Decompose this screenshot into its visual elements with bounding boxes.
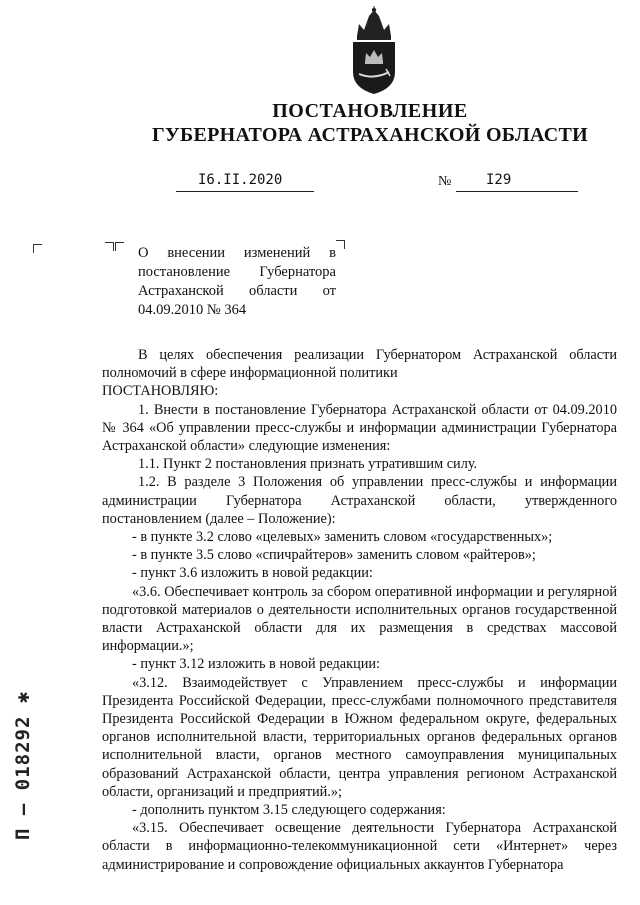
document-subject [138, 244, 336, 320]
subject-line: постановление Губернатора [138, 264, 336, 280]
corner-mark [115, 242, 124, 251]
subject-line: О внесении изменений в [138, 245, 336, 261]
bullet-3-5: - в пункте 3.5 слово «спичрайтеров» заменить словом «райтеров»; [132, 547, 536, 564]
intro-paragraph-cont: полномочий в сфере информационной политики [102, 365, 398, 382]
document-subtitle: ГУБЕРНАТОРА АСТРАХАНСКОЙ ОБЛАСТИ [151, 124, 589, 146]
quote-3-12: «3.12. Взаимодействует с Управлением пресс-службы и информации Президента Российской Федерации, пресс-службами полномочного представителя Президента Российской Федерации в Южном федеральном округе, федеральных органов исполнительной власти, территориальных органов федеральных органов исполнительной власти, органов местного самоуправления муниципальных образований Астраханской области, центра управления регионом Астраханской области, организаций и предприятий.»; [102, 674, 617, 800]
subject-line: Астраханской области от [138, 283, 336, 299]
coat-of-arms-emblem-icon [349, 6, 399, 96]
clause-1: 1. Внести в постановление Губернатора Астраханской области от 04.09.2010 № 364 «Об управлении пресс-службы и информации администрации Губернатора Астраханской области» следующие изменения: [102, 401, 617, 455]
bullet-3-6: - пункт 3.6 изложить в новой редакции: [132, 565, 373, 582]
document-date: I6.II.2020 [176, 172, 314, 192]
corner-mark [105, 242, 114, 251]
corner-mark-right [336, 240, 345, 249]
clause-1-1: 1.1. Пункт 2 постановления признать утратившим силу. [138, 456, 478, 473]
decree-word: ПОСТАНОВЛЯЮ: [102, 383, 219, 400]
subject-line: 04.09.2010 № 364 [138, 302, 247, 318]
number-label: № [438, 174, 452, 189]
document-body [102, 346, 617, 874]
bullet-3-2: - в пункте 3.2 слово «целевых» заменить словом «государственных»; [132, 529, 553, 546]
clause-1-2: 1.2. В разделе 3 Положения об управлении пресс-службы и информации администрации Губернатора Астраханской области, утвержденного постановлением (далее – Положение): [102, 474, 617, 527]
bullet-3-15: - дополнить пунктом 3.15 следующего содержания: [132, 802, 446, 819]
bullet-3-12: - пункт 3.12 изложить в новой редакции: [132, 656, 381, 673]
form-serial-number: П – 018292 ✱ [12, 690, 34, 840]
quote-3-15: «3.15. Обеспечивает освещение деятельности Губернатора Астраханской области в информационно-телекоммуникационной сети «Интернет» через администрирование и сопровождение официальных аккаунтов Губернатора [102, 820, 617, 873]
document-number: I29 [456, 172, 578, 192]
intro-paragraph: В целях обеспечения реализации Губернатором Астраханской области [138, 347, 617, 363]
quote-3-6: «3.6. Обеспечивает контроль за сбором оперативной информации и регулярной подготовкой материалов о деятельности исполнительных органов государственной власти Астраханской области для их размещения в средствах массовой информации.»; [102, 583, 617, 655]
corner-mark-left [33, 244, 42, 253]
document-title: ПОСТАНОВЛЕНИЕ [272, 100, 468, 122]
